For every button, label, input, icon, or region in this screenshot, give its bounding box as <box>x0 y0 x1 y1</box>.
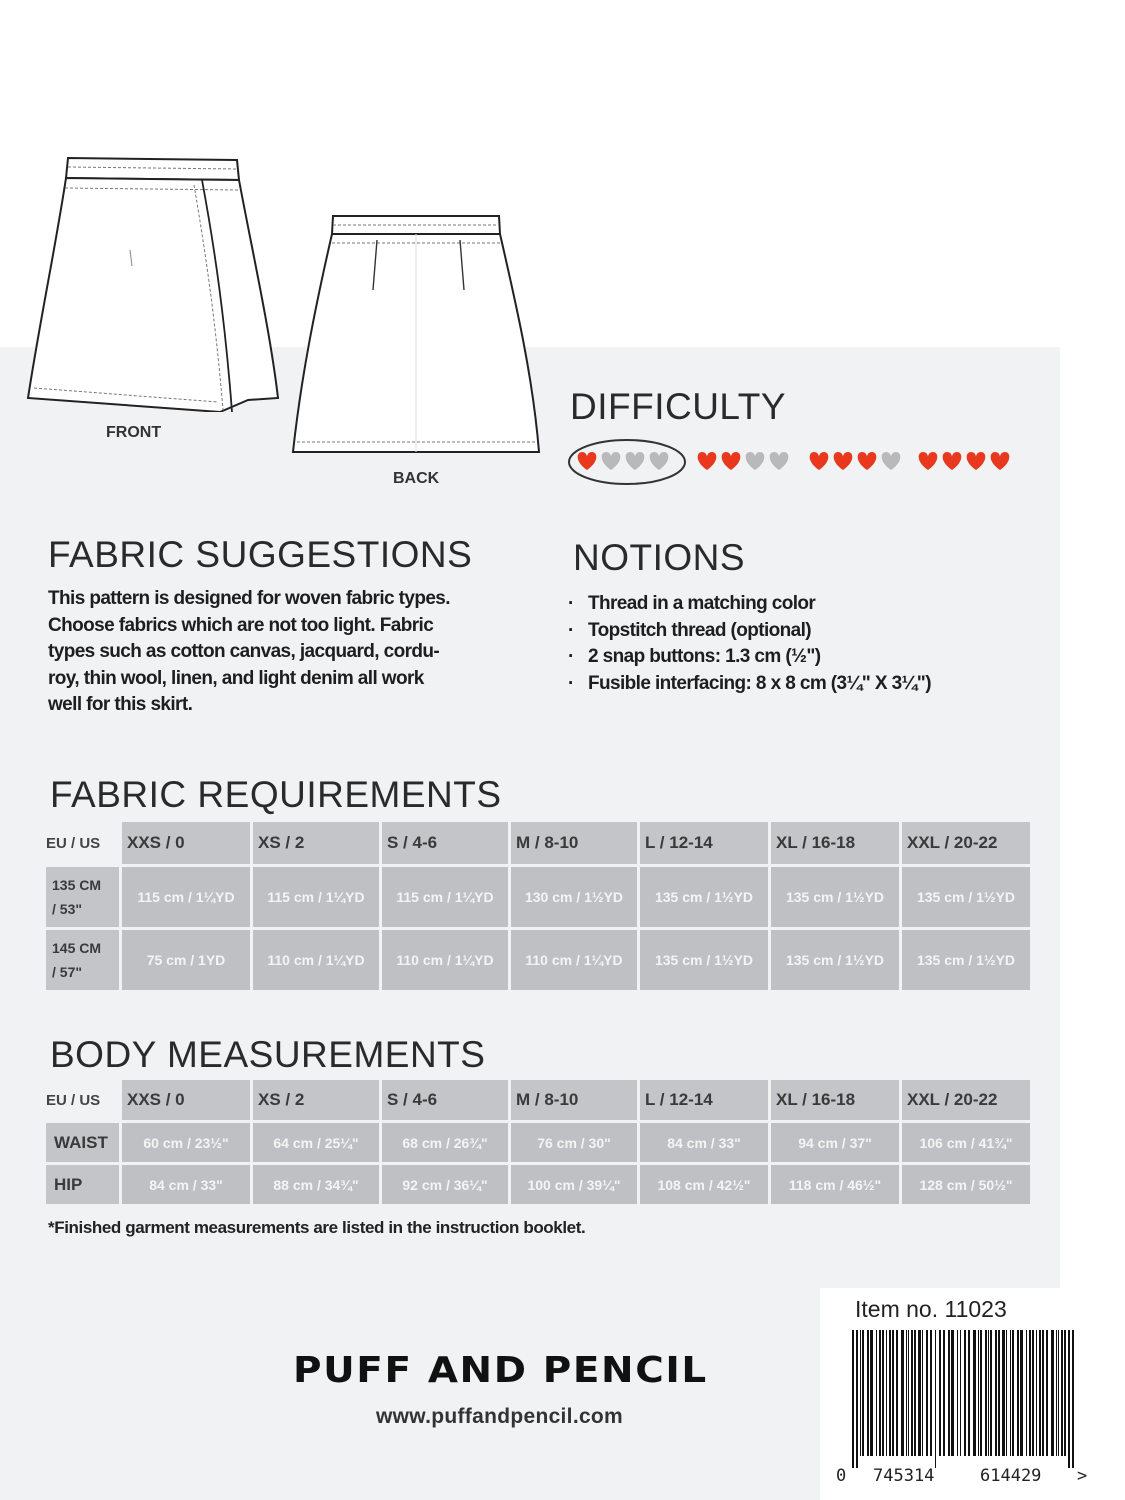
heart-icon <box>943 452 962 470</box>
barcode-bar <box>867 1330 869 1456</box>
barcode-bar <box>980 1330 982 1456</box>
table-cell: 94 cm / 37" <box>771 1123 899 1162</box>
body-measurements-table <box>43 1077 1033 1207</box>
table-cell: 64 cm / 25¼" <box>253 1123 379 1162</box>
table-cell: 110 cm / 1¼YD <box>382 930 508 990</box>
barcode-bar <box>922 1330 923 1456</box>
table-cell: 115 cm / 1¼YD <box>382 867 508 927</box>
barcode-bar <box>957 1330 958 1456</box>
notions-title: NOTIONS <box>573 537 746 578</box>
heart-icon <box>578 452 597 470</box>
barcode-bar <box>1061 1330 1063 1456</box>
heart-icon <box>746 452 765 470</box>
table-cell: 135 cm / 1½YD <box>902 930 1030 990</box>
table-cell: 135 cm / 1½YD <box>902 867 1030 927</box>
size-header: XS / 2 <box>253 822 379 864</box>
barcode-bar <box>1058 1330 1059 1456</box>
notion-item: · Topstitch thread (optional) <box>568 618 931 645</box>
back-label: BACK <box>393 470 440 487</box>
barcode-bar <box>951 1330 954 1456</box>
size-header: M / 8-10 <box>511 1080 637 1120</box>
table-row <box>46 1123 1030 1162</box>
barcode-bar <box>1002 1330 1005 1456</box>
fabric-suggestions-line: roy, thin wool, linen, and light denim all work <box>48 667 424 689</box>
table-row <box>46 1165 1030 1204</box>
barcode-bar <box>943 1330 945 1456</box>
fabric-width-label <box>46 867 119 927</box>
barcode-bar <box>896 1330 898 1456</box>
barcode-bar <box>1068 1330 1070 1468</box>
barcode-digits-mid: 745314 <box>873 1466 935 1486</box>
size-header: S / 4-6 <box>382 1080 508 1120</box>
barcode-bar <box>964 1330 966 1456</box>
barcode-bar <box>879 1330 881 1456</box>
fabric-width-line: 145 CM <box>52 940 102 956</box>
difficulty-rating <box>560 432 1040 490</box>
item-number: Item no. 11023 <box>855 1296 1007 1322</box>
barcode-bar <box>1020 1330 1023 1456</box>
barcode-bar <box>886 1330 887 1456</box>
barcode <box>850 1330 1078 1468</box>
barcode-bar <box>1051 1330 1054 1456</box>
table-cell: 100 cm / 39¼" <box>511 1165 637 1204</box>
barcode-bar <box>1012 1330 1014 1456</box>
fabric-suggestions-line: types such as cotton canvas, jacquard, cordu- <box>48 641 440 662</box>
fabric-requirements-table <box>43 819 1033 993</box>
heart-icon <box>882 452 901 470</box>
size-header: XXS / 0 <box>122 1080 250 1120</box>
body-meas-corner: EU / US <box>46 1091 101 1109</box>
heart-icon <box>810 452 829 470</box>
fabric-width-line: / 53" <box>52 901 82 917</box>
table-cell: 135 cm / 1½YD <box>771 867 899 927</box>
barcode-bar <box>911 1330 913 1456</box>
barcode-bar <box>1017 1330 1019 1456</box>
size-header: M / 8-10 <box>511 822 637 864</box>
barcode-bar <box>852 1330 854 1468</box>
table-cell: 110 cm / 1¼YD <box>253 930 379 990</box>
barcode-bar <box>882 1330 884 1456</box>
notion-item: · Thread in a matching color <box>568 591 931 618</box>
barcode-bar <box>1010 1330 1011 1456</box>
table-cell: 75 cm / 1YD <box>122 930 250 990</box>
table-cell: 84 cm / 33" <box>640 1123 768 1162</box>
barcode-bar <box>1039 1330 1041 1456</box>
barcode-bar <box>892 1330 894 1456</box>
table-cell: 135 cm / 1½YD <box>771 930 899 990</box>
barcode-bar <box>978 1330 979 1456</box>
footnote: *Finished garment measurements are listed in the instruction booklet. <box>48 1218 586 1237</box>
barcode-bar <box>914 1330 916 1456</box>
table-cell: 106 cm / 41¾" <box>902 1123 1030 1162</box>
fabric-suggestions-line: This pattern is designed for woven fabric types. <box>48 588 450 609</box>
waist-label: WAIST <box>46 1123 119 1162</box>
table-cell: 115 cm / 1¼YD <box>253 867 379 927</box>
barcode-bar <box>1064 1330 1066 1456</box>
fabric-requirements-title: FABRIC REQUIREMENTS <box>50 774 502 815</box>
table-cell: 76 cm / 30" <box>511 1123 637 1162</box>
size-header: XL / 16-18 <box>771 1080 899 1120</box>
barcode-bar <box>985 1330 987 1456</box>
brand-name: PUFF AND PENCIL <box>293 1350 708 1391</box>
barcode-bar <box>918 1330 921 1456</box>
barcode-bar <box>935 1330 936 1468</box>
heart-icon <box>698 452 717 470</box>
barcode-bar <box>856 1330 858 1468</box>
size-header: XXL / 20-22 <box>902 1080 1030 1120</box>
barcode-bar <box>1026 1330 1027 1456</box>
table-cell: 60 cm / 23½" <box>122 1123 250 1162</box>
size-header: XXS / 0 <box>122 822 250 864</box>
barcode-digits-right: 614429 <box>980 1466 1042 1486</box>
barcode-bar <box>1006 1330 1007 1456</box>
front-label: FRONT <box>106 424 162 441</box>
barcode-digit-left: 0 <box>836 1466 847 1486</box>
heart-icon <box>834 452 853 470</box>
barcode-bar <box>906 1330 907 1456</box>
table-cell: 115 cm / 1¼YD <box>122 867 250 927</box>
heart-icon <box>650 452 669 470</box>
barcode-bar <box>1042 1330 1044 1456</box>
barcode-bar <box>973 1330 976 1456</box>
barcode-bar <box>1072 1330 1074 1468</box>
size-header: L / 12-14 <box>640 822 768 864</box>
table-cell: 84 cm / 33" <box>122 1165 250 1204</box>
fabric-width-line: 135 CM <box>52 877 102 893</box>
barcode-bar <box>1046 1330 1048 1456</box>
heart-icon <box>770 452 789 470</box>
fabric-requirements-header-row <box>46 822 1030 864</box>
difficulty-title: DIFFICULTY <box>570 386 787 427</box>
table-row <box>46 867 1030 927</box>
table-cell: 110 cm / 1¼YD <box>511 930 637 990</box>
body-measurements-title: BODY MEASUREMENTS <box>50 1034 486 1075</box>
fabric-suggestions-title: FABRIC SUGGESTIONS <box>48 534 473 575</box>
size-header: XS / 2 <box>253 1080 379 1120</box>
barcode-bar <box>1056 1330 1057 1456</box>
brand-url: www.puffandpencil.com <box>376 1405 624 1428</box>
fabric-width-line: / 57" <box>52 964 82 980</box>
size-header: XL / 16-18 <box>771 822 899 864</box>
notion-item: · 2 snap buttons: 1.3 cm (½") <box>568 644 931 671</box>
barcode-bar <box>968 1330 970 1456</box>
heart-icon <box>722 452 741 470</box>
barcode-bar <box>876 1330 877 1456</box>
barcode-bar <box>908 1330 909 1456</box>
barcode-bar <box>990 1330 992 1456</box>
notions-list <box>568 591 931 697</box>
heart-icon <box>991 452 1010 470</box>
size-header: XXL / 20-22 <box>902 822 1030 864</box>
barcode-bar <box>860 1330 861 1456</box>
barcode-bar <box>988 1330 989 1456</box>
barcode-bar <box>939 1330 941 1456</box>
fabric-req-corner: EU / US <box>46 834 101 852</box>
fabric-suggestions-line: Choose fabrics which are not too light. Fabric <box>48 614 434 636</box>
size-header: S / 4-6 <box>382 822 508 864</box>
table-cell: 108 cm / 42½" <box>640 1165 768 1204</box>
barcode-bar <box>889 1330 891 1456</box>
barcode-bar <box>995 1330 997 1456</box>
barcode-bar <box>1032 1330 1034 1456</box>
table-cell: 88 cm / 34¾" <box>253 1165 379 1204</box>
barcode-bar <box>901 1330 904 1456</box>
table-cell: 135 cm / 1½YD <box>640 930 768 990</box>
barcode-bar <box>1029 1330 1031 1456</box>
barcode-bar <box>930 1330 932 1456</box>
fabric-suggestions-line: well for this skirt. <box>48 694 193 715</box>
barcode-bar <box>960 1330 961 1456</box>
heart-icon <box>626 452 645 470</box>
barcode-bar <box>948 1330 950 1456</box>
hip-label: HIP <box>46 1165 119 1204</box>
barcode-bar <box>862 1330 864 1456</box>
table-row <box>46 930 1030 990</box>
table-cell: 118 cm / 46½" <box>771 1165 899 1204</box>
heart-icon <box>858 452 877 470</box>
back-skirt-sketch <box>285 208 547 460</box>
table-cell: 135 cm / 1½YD <box>640 867 768 927</box>
table-cell: 128 cm / 50½" <box>902 1165 1030 1204</box>
fabric-width-label <box>46 930 119 990</box>
barcode-arrow: > <box>1077 1466 1088 1486</box>
heart-icon <box>919 452 938 470</box>
heart-icon <box>602 452 621 470</box>
table-cell: 68 cm / 26¾" <box>382 1123 508 1162</box>
barcode-bar <box>870 1330 873 1456</box>
barcode-bar <box>926 1330 928 1456</box>
heart-icon <box>967 452 986 470</box>
front-skirt-sketch <box>20 150 290 412</box>
barcode-bar <box>998 1330 1000 1456</box>
body-measurements-header-row <box>46 1080 1030 1120</box>
table-cell: 92 cm / 36¼" <box>382 1165 508 1204</box>
table-cell: 130 cm / 1½YD <box>511 867 637 927</box>
fabric-suggestions-text <box>48 586 518 719</box>
notion-item: · Fusible interfacing: 8 x 8 cm (3¼" X 3¼") <box>568 671 931 698</box>
barcode-bar <box>1036 1330 1037 1456</box>
size-header: L / 12-14 <box>640 1080 768 1120</box>
